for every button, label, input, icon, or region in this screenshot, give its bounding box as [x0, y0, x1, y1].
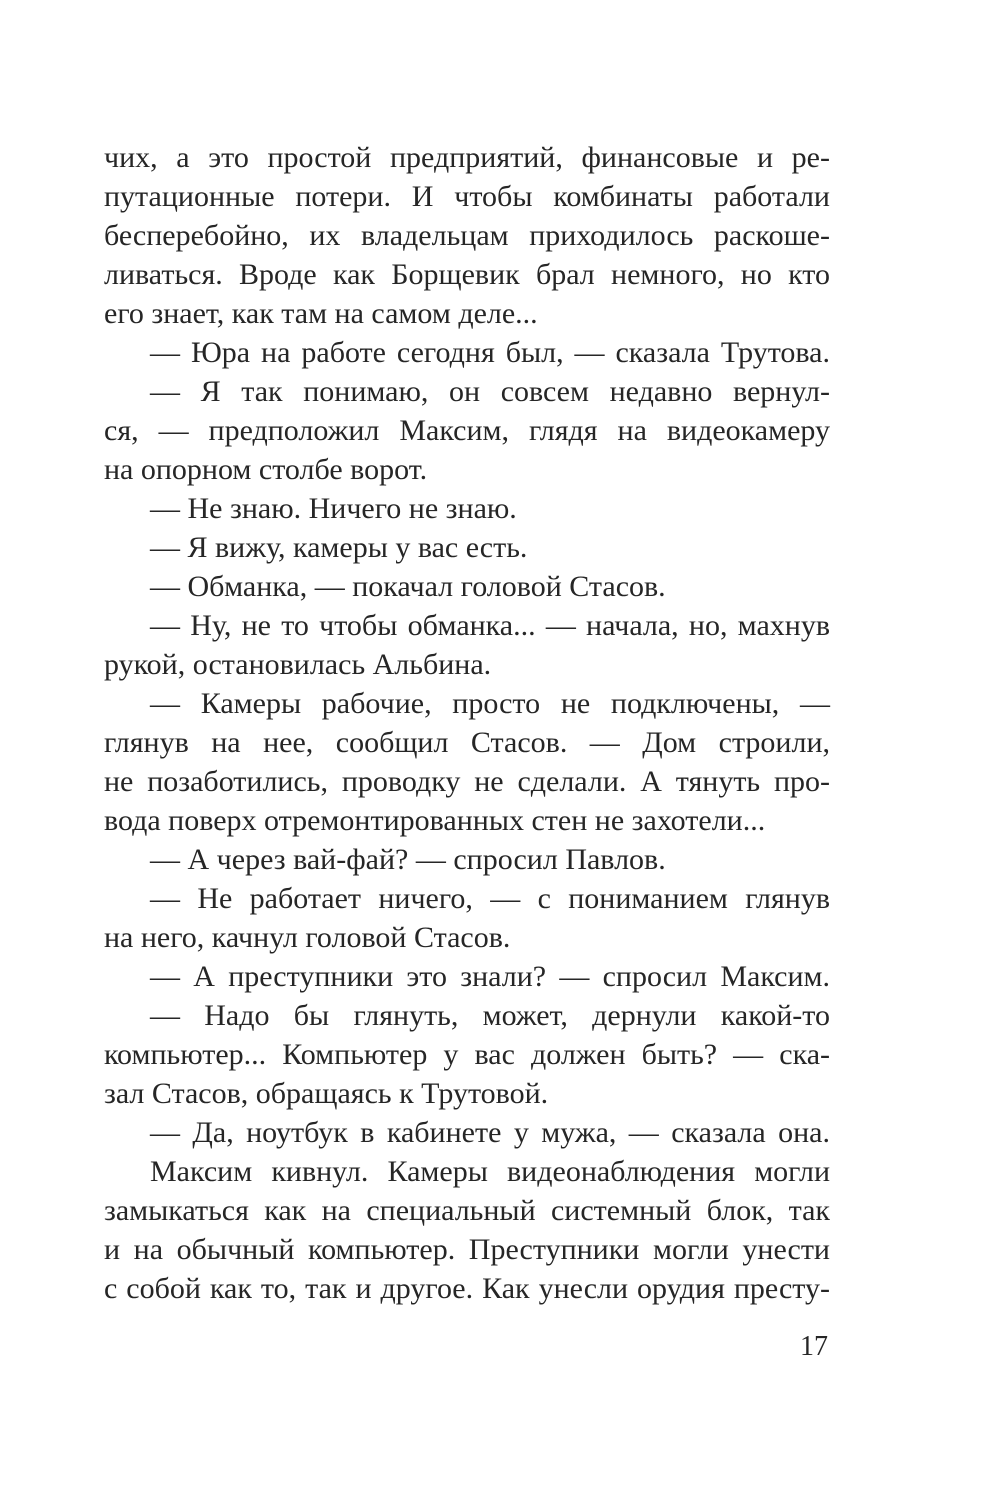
text-line: ливаться. Вроде как Борщевик брал немного, но кто	[104, 258, 830, 291]
body-text	[104, 138, 830, 1308]
text-line: — А преступники это знали? — спросил Максим.	[150, 960, 830, 993]
text-line: чих, а это простой предприятий, финансовые и ре-	[104, 141, 830, 174]
text-line: — Да, ноутбук в кабинете у мужа, — сказала она.	[150, 1116, 830, 1149]
text-line: компьютер... Компьютер у вас должен быть? — ска-	[104, 1038, 830, 1071]
text-line: вода поверх отремонтированных стен не захотели...	[104, 804, 766, 837]
text-line: на опорном столбе ворот.	[104, 453, 428, 486]
text-line: с собой как то, так и другое. Как унесли орудия престу-	[104, 1272, 830, 1305]
text-line: его знает, как там на самом деле...	[104, 297, 538, 330]
page-number: 17	[800, 1331, 828, 1362]
text-line: — Не работает ничего, — с пониманием глянув	[150, 882, 830, 915]
text-line: рукой, остановилась Альбина.	[104, 648, 492, 681]
text-line: — Я вижу, камеры у вас есть.	[150, 531, 528, 564]
text-line: не позаботились, проводку не сделали. А тянуть про-	[104, 765, 830, 798]
text-line: зал Стасов, обращаясь к Трутовой.	[104, 1077, 549, 1110]
text-line: — Ну, не то чтобы обманка... — начала, но, махнув	[150, 609, 830, 642]
text-line: — Надо бы глянуть, может, дернули какой-то	[150, 999, 830, 1032]
text-line: — Не знаю. Ничего не знаю.	[150, 492, 517, 525]
text-line: путационные потери. И чтобы комбинаты работали	[104, 180, 830, 213]
text-line: замыкаться как на специальный системный блок, так	[104, 1194, 830, 1227]
text-line: Максим кивнул. Камеры видеонаблюдения могли	[150, 1155, 830, 1188]
text-line: — Камеры рабочие, просто не подключены, —	[150, 687, 830, 720]
text-line: — Я так понимаю, он совсем недавно вернул-	[150, 375, 830, 408]
text-line: и на обычный компьютер. Преступники могли унести	[104, 1233, 830, 1266]
text-line: бесперебойно, их владельцам приходилось раскоше-	[104, 219, 830, 252]
text-line: — Юра на работе сегодня был, — сказала Трутова.	[150, 336, 830, 369]
text-line: — Обманка, — покачал головой Стасов.	[150, 570, 666, 603]
text-line: на него, качнул головой Стасов.	[104, 921, 511, 954]
text-line: глянув на нее, сообщил Стасов. — Дом строили,	[104, 726, 830, 759]
text-line: — А через вай-фай? — спросил Павлов.	[150, 843, 666, 876]
text-line: ся, — предположил Максим, глядя на видеокамеру	[104, 414, 830, 447]
